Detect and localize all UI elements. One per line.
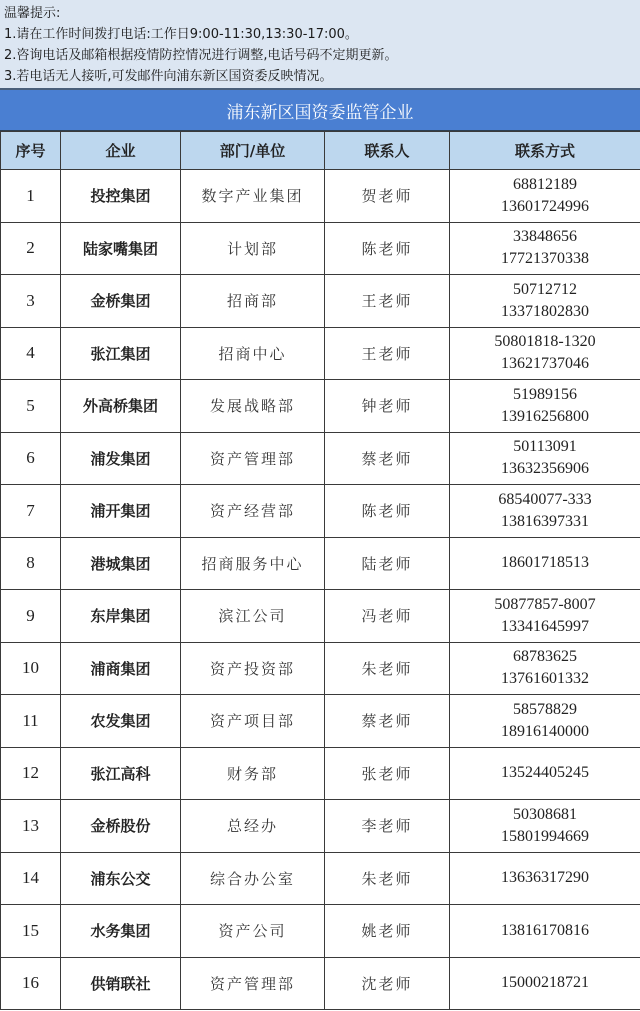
- row-phone: [450, 695, 640, 748]
- row-company: 东岸集团: [61, 590, 181, 643]
- row-seq: 5: [1, 380, 61, 433]
- table-row: [1, 852, 640, 905]
- row-dept: 招商部: [181, 275, 325, 328]
- phone-number: 68540077-333: [498, 490, 592, 508]
- table-row: [1, 905, 640, 958]
- row-company: 浦商集团: [61, 642, 181, 695]
- row-phone: [450, 957, 640, 1010]
- row-company: 水务集团: [61, 905, 181, 958]
- phone-number: 50308681: [513, 805, 577, 823]
- table-row: [1, 747, 640, 800]
- header-contact: 联系人: [325, 132, 450, 170]
- header-seq: 序号: [1, 132, 61, 170]
- row-dept: 资产管理部: [181, 957, 325, 1010]
- row-contact: 沈老师: [325, 957, 450, 1010]
- row-company: 投控集团: [61, 170, 181, 223]
- phone-number: 50113091: [513, 438, 577, 456]
- phone-number: 13371802830: [501, 302, 589, 320]
- table-row: [1, 485, 640, 538]
- row-phone: [450, 275, 640, 328]
- phone-number: 13632356906: [501, 460, 589, 478]
- row-seq: 2: [1, 222, 61, 275]
- enterprise-contact-table: [0, 131, 640, 1010]
- row-dept: 资产经营部: [181, 485, 325, 538]
- table-row: [1, 222, 640, 275]
- row-seq: 8: [1, 537, 61, 590]
- row-phone: [450, 590, 640, 643]
- table-row: [1, 327, 640, 380]
- row-seq: 7: [1, 485, 61, 538]
- row-contact: 贺老师: [325, 170, 450, 223]
- row-phone: [450, 905, 640, 958]
- row-company: 浦东公交: [61, 852, 181, 905]
- row-dept: 资产投资部: [181, 642, 325, 695]
- row-phone: [450, 170, 640, 223]
- row-seq: 1: [1, 170, 61, 223]
- row-phone: [450, 642, 640, 695]
- row-phone: [450, 432, 640, 485]
- row-dept: 计划部: [181, 222, 325, 275]
- row-contact: 陈老师: [325, 485, 450, 538]
- row-phone: [450, 485, 640, 538]
- row-seq: 3: [1, 275, 61, 328]
- table-row: [1, 275, 640, 328]
- row-phone: [450, 380, 640, 433]
- row-seq: 13: [1, 800, 61, 853]
- row-contact: 朱老师: [325, 852, 450, 905]
- row-company: 浦开集团: [61, 485, 181, 538]
- table-title: 浦东新区国资委监管企业: [0, 90, 640, 131]
- phone-number: 50877857-8007: [494, 595, 596, 613]
- notice-line-2: 2.咨询电话及邮箱根据疫情防控情况进行调整,电话号码不定期更新。: [4, 48, 398, 63]
- row-contact: 钟老师: [325, 380, 450, 433]
- row-company: 外高桥集团: [61, 380, 181, 433]
- row-seq: 4: [1, 327, 61, 380]
- row-dept: 财务部: [181, 747, 325, 800]
- phone-number: 13601724996: [501, 197, 589, 215]
- row-contact: 王老师: [325, 275, 450, 328]
- table-row: [1, 432, 640, 485]
- row-dept: 招商中心: [181, 327, 325, 380]
- phone-number: 58578829: [513, 700, 577, 718]
- phone-number: 33848656: [513, 228, 577, 246]
- row-contact: 陆老师: [325, 537, 450, 590]
- row-dept: 滨江公司: [181, 590, 325, 643]
- row-company: 农发集团: [61, 695, 181, 748]
- row-phone: [450, 800, 640, 853]
- row-phone: [450, 222, 640, 275]
- phone-number: 50801818-1320: [494, 333, 596, 351]
- phone-number: 15801994669: [501, 827, 589, 845]
- row-contact: 蔡老师: [325, 695, 450, 748]
- row-company: 金桥股份: [61, 800, 181, 853]
- row-seq: 6: [1, 432, 61, 485]
- row-company: 金桥集团: [61, 275, 181, 328]
- row-dept: 资产公司: [181, 905, 325, 958]
- row-seq: 16: [1, 957, 61, 1010]
- row-company: 张江集团: [61, 327, 181, 380]
- row-contact: 冯老师: [325, 590, 450, 643]
- table-header-row: [1, 132, 640, 170]
- phone-number: 68812189: [513, 175, 577, 193]
- row-dept: 综合办公室: [181, 852, 325, 905]
- row-dept: 总经办: [181, 800, 325, 853]
- table-body: [1, 170, 640, 1010]
- row-seq: 12: [1, 747, 61, 800]
- row-contact: 李老师: [325, 800, 450, 853]
- table-row: [1, 957, 640, 1010]
- row-dept: 资产管理部: [181, 432, 325, 485]
- table-row: [1, 380, 640, 433]
- phone-number: 51989156: [513, 385, 577, 403]
- table-row: [1, 537, 640, 590]
- row-dept: 招商服务中心: [181, 537, 325, 590]
- notice-line-1: 1.请在工作时间拨打电话:工作日9:00-11:30,13:30-17:00。: [4, 27, 358, 42]
- row-contact: 姚老师: [325, 905, 450, 958]
- notice-line-3: 3.若电话无人接听,可发邮件向浦东新区国资委反映情况。: [4, 69, 333, 84]
- row-contact: 朱老师: [325, 642, 450, 695]
- row-dept: 发展战略部: [181, 380, 325, 433]
- row-seq: 11: [1, 695, 61, 748]
- phone-number: 50712712: [513, 280, 577, 298]
- row-company: 陆家嘴集团: [61, 222, 181, 275]
- table-row: [1, 695, 640, 748]
- row-seq: 9: [1, 590, 61, 643]
- table-row: [1, 800, 640, 853]
- phone-number: 18916140000: [501, 722, 589, 740]
- row-company: 供销联社: [61, 957, 181, 1010]
- row-phone: [450, 852, 640, 905]
- row-contact: 蔡老师: [325, 432, 450, 485]
- phone-number: 13761601332: [501, 670, 589, 688]
- row-contact: 张老师: [325, 747, 450, 800]
- notice-title: 温馨提示:: [4, 6, 61, 21]
- row-dept: 资产项目部: [181, 695, 325, 748]
- header-dept: 部门/单位: [181, 132, 325, 170]
- row-dept: 数字产业集团: [181, 170, 325, 223]
- phone-number: 13816170816: [501, 921, 589, 939]
- phone-number: 13916256800: [501, 407, 589, 425]
- phone-number: 13621737046: [501, 355, 589, 373]
- row-company: 浦发集团: [61, 432, 181, 485]
- phone-number: 13816397331: [501, 512, 589, 530]
- row-seq: 14: [1, 852, 61, 905]
- header-company: 企业: [61, 132, 181, 170]
- row-seq: 15: [1, 905, 61, 958]
- phone-number: 17721370338: [501, 250, 589, 268]
- phone-number: 18601718513: [501, 554, 589, 572]
- table-row: [1, 170, 640, 223]
- row-phone: [450, 537, 640, 590]
- row-seq: 10: [1, 642, 61, 695]
- row-contact: 王老师: [325, 327, 450, 380]
- phone-number: 13524405245: [501, 764, 589, 782]
- phone-number: 13636317290: [501, 869, 589, 887]
- header-phone: 联系方式: [450, 132, 640, 170]
- row-company: 港城集团: [61, 537, 181, 590]
- row-phone: [450, 327, 640, 380]
- table-row: [1, 642, 640, 695]
- table-row: [1, 590, 640, 643]
- row-phone: [450, 747, 640, 800]
- notice-box: [0, 0, 640, 90]
- row-contact: 陈老师: [325, 222, 450, 275]
- phone-number: 68783625: [513, 648, 577, 666]
- phone-number: 15000218721: [501, 974, 589, 992]
- row-company: 张江高科: [61, 747, 181, 800]
- phone-number: 13341645997: [501, 617, 589, 635]
